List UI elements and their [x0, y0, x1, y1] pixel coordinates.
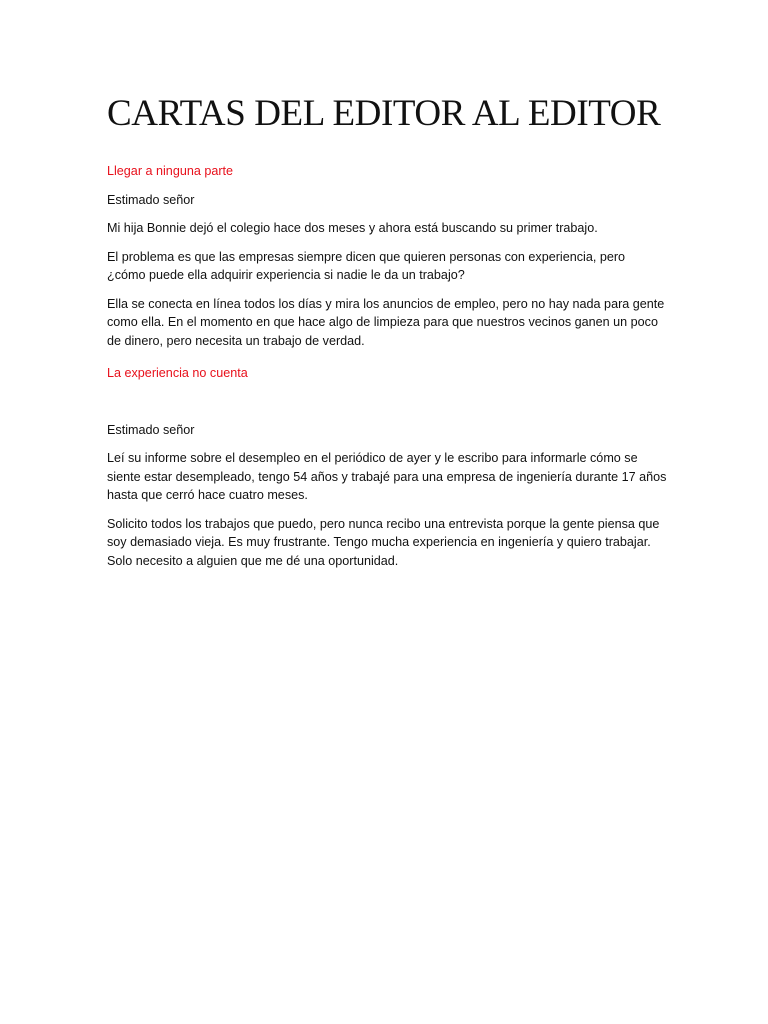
letter-1-paragraph-3: Ella se conecta en línea todos los días y mira los anuncios de empleo, pero no hay nada para gente como ella. En el momento en que hace algo de limpieza para que nuestros vecinos ganen un poco de dinero, pero necesita un trabajo de verdad.: [107, 296, 665, 348]
letter-2: [107, 364, 667, 580]
letter-2-heading: La experiencia no cuenta: [107, 366, 248, 380]
letter-2-salutation: Estimado señor: [107, 422, 195, 437]
letter-2-paragraph-2: Solicito todos los trabajos que puedo, pero nunca recibo una entrevista porque la gente piensa que soy demasiado vieja. Es muy frustrante. Tengo mucha experiencia en ingeniería y quiero trabajar. Solo necesito a alguien que me dé una oportunidad.: [107, 516, 660, 568]
letter-1-heading: Llegar a ninguna parte: [107, 164, 234, 178]
letter-1: [107, 162, 667, 360]
letter-2-paragraph-1: Leí su informe sobre el desempleo en el periódico de ayer y le escribo para informarle cómo se siente estar desempleado, tengo 54 años y trabajé para una empresa de ingeniería durante 17 años hasta que cerró hace cuatro meses.: [107, 451, 667, 502]
letter-1-paragraph-2: El problema es que las empresas siempre dicen que quieren personas con experiencia, pero ¿cómo puede ella adquirir experiencia si nadie le da un trabajo?: [107, 249, 626, 282]
letter-1-paragraph-1: Mi hija Bonnie dejó el colegio hace dos meses y ahora está buscando su primer trabajo.: [107, 221, 598, 235]
document-title: CARTAS DEL EDITOR AL EDITOR: [107, 93, 661, 134]
letter-1-salutation: Estimado señor: [107, 192, 195, 207]
